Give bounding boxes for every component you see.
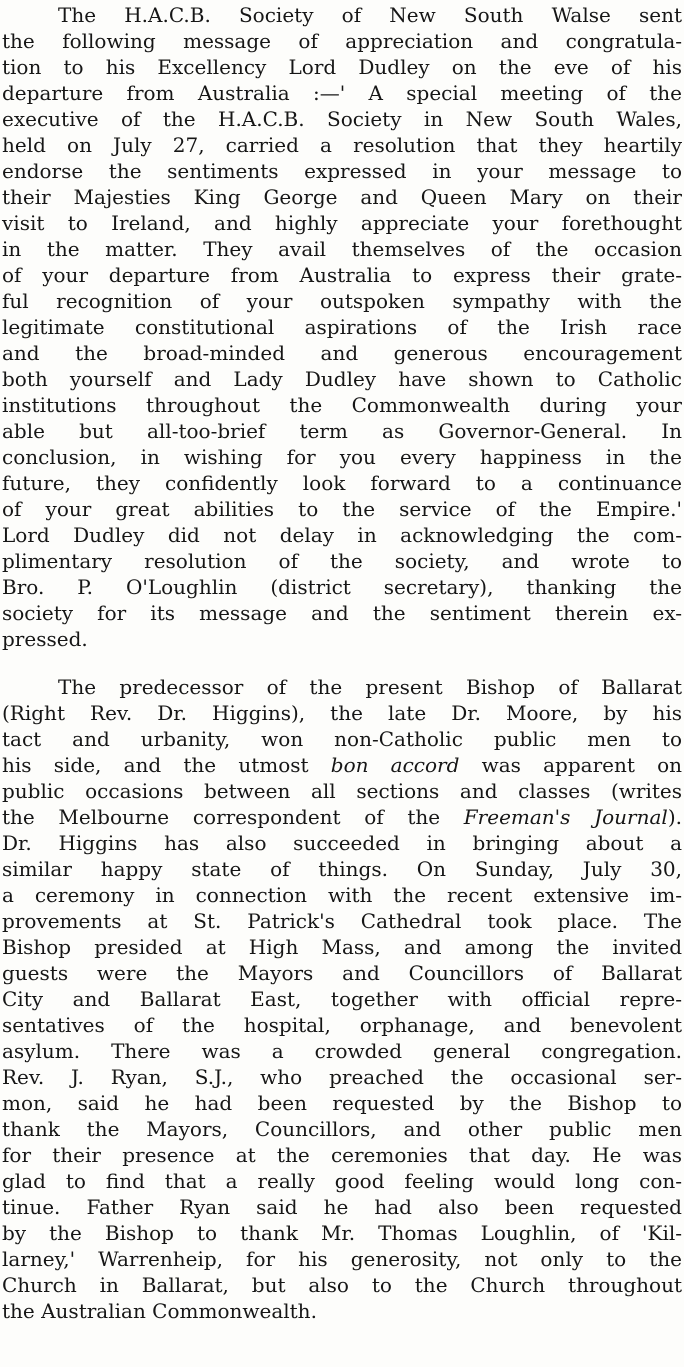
text-line: of your great abilities to the service of the Empire.'	[2, 497, 682, 521]
text-line: (Right Rev. Dr. Higgins), the late Dr. Moore, by his	[2, 701, 682, 725]
text-line: tion to his Excellency Lord Dudley on the eve of his	[2, 55, 682, 79]
text-line: Dr. Higgins has also succeeded in bringing about a	[2, 831, 682, 855]
text-line: of your departure from Australia to express their grate-	[2, 263, 682, 287]
text-line: Church in Ballarat, but also to the Church throughout	[2, 1273, 682, 1297]
text-line: both yourself and Lady Dudley have shown to Catholic	[2, 367, 682, 391]
italic-phrase: bon accord	[330, 753, 460, 777]
text-line: thank the Mayors, Councillors, and other public men	[2, 1117, 682, 1141]
text-run: his side, and the utmost	[2, 753, 331, 777]
text-line: City and Ballarat East, together with official repre-	[2, 987, 682, 1011]
text-line: pressed.	[2, 627, 88, 651]
text-line: Lord Dudley did not delay in acknowledging the com-	[2, 523, 682, 547]
text-line: for their presence at the ceremonies that day. He was	[2, 1143, 682, 1167]
text-line: Bishop presided at High Mass, and among the invited	[2, 935, 682, 959]
text-line: in the matter. They avail themselves of the occasion	[2, 237, 682, 261]
text-line: sentatives of the hospital, orphanage, and benevolent	[2, 1013, 682, 1037]
text-line	[2, 752, 682, 779]
text-line: visit to Ireland, and highly appreciate your forethought	[2, 211, 682, 235]
text-line: executive of the H.A.C.B. Society in New South Wales,	[2, 107, 682, 131]
text-line: a ceremony in connection with the recent extensive im-	[2, 883, 682, 907]
text-line: plimentary resolution of the society, and wrote to	[2, 549, 682, 573]
text-line: institutions throughout the Commonwealth during your	[2, 393, 682, 417]
text-line: their Majesties King George and Queen Mary on their	[2, 185, 682, 209]
text-line: by the Bishop to thank Mr. Thomas Loughlin, of 'Kil-	[2, 1221, 682, 1245]
text-line: asylum. There was a crowded general congregation.	[2, 1039, 682, 1063]
text-line: able but all-too-brief term as Governor-General. In	[2, 419, 682, 443]
text-line: guests were the Mayors and Councillors of Ballarat	[2, 961, 682, 985]
text-line	[2, 804, 682, 831]
text-line: provements at St. Patrick's Cathedral took place. The	[2, 909, 682, 933]
text-run: ).	[667, 805, 682, 829]
text-line: ful recognition of your outspoken sympathy with the	[2, 289, 682, 313]
text-line: The predecessor of the present Bishop of Ballarat	[58, 675, 682, 699]
italic-publication-title: Freeman's Journal	[463, 805, 668, 829]
text-line: held on July 27, carried a resolution that they heartily	[2, 133, 682, 157]
text-line: public occasions between all sections and classes (writes	[2, 779, 682, 803]
text-line: Rev. J. Ryan, S.J., who preached the occasional ser-	[2, 1065, 682, 1089]
text-run: was apparent on	[459, 753, 683, 777]
text-line: departure from Australia :—' A special meeting of the	[2, 81, 682, 105]
text-line: future, they confidently look forward to a continuance	[2, 471, 682, 495]
text-line: endorse the sentiments expressed in your message to	[2, 159, 682, 183]
text-line: tact and urbanity, won non-Catholic public men to	[2, 727, 682, 751]
text-line: the Australian Commonwealth.	[2, 1299, 317, 1323]
text-line: legitimate constitutional aspirations of the Irish race	[2, 315, 682, 339]
text-line: society for its message and the sentiment therein ex-	[2, 601, 682, 625]
text-line: glad to find that a really good feeling would long con-	[2, 1169, 682, 1193]
text-line: and the broad-minded and generous encouragement	[2, 341, 682, 365]
text-line: Bro. P. O'Loughlin (district secretary), thanking the	[2, 575, 682, 599]
text-run: the Melbourne correspondent of the	[2, 805, 464, 829]
text-line: mon, said he had been requested by the Bishop to	[2, 1091, 682, 1115]
text-line: The H.A.C.B. Society of New South Walse sent	[58, 3, 682, 27]
text-line: tinue. Father Ryan said he had also been requested	[2, 1195, 682, 1219]
text-line: similar happy state of things. On Sunday, July 30,	[2, 857, 682, 881]
text-line: conclusion, in wishing for you every happiness in the	[2, 445, 682, 469]
text-line: larney,' Warrenheip, for his generosity, not only to the	[2, 1247, 682, 1271]
text-line: the following message of appreciation and congratula-	[2, 29, 682, 53]
